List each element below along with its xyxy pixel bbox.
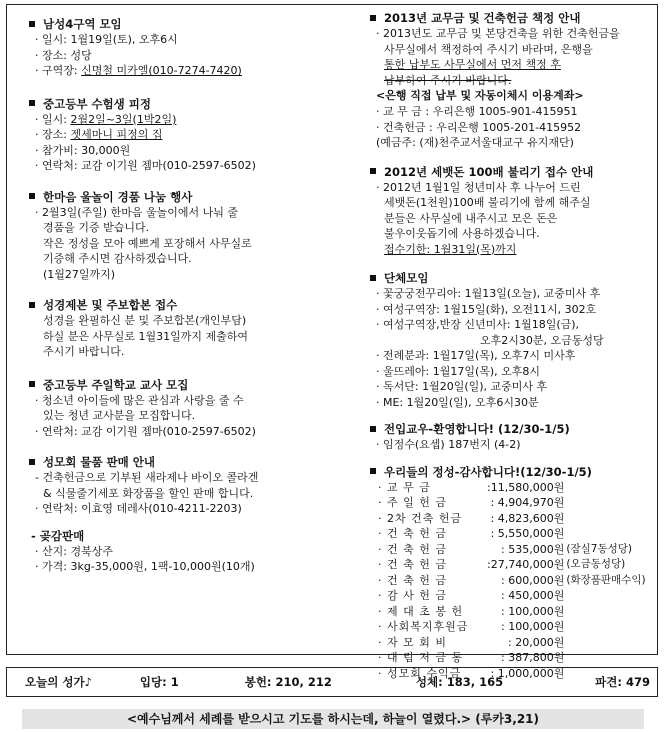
offering-row — [378, 542, 646, 558]
offering-note: (오금동성당) — [566, 558, 626, 570]
group-line: · 울뜨레아: 1월17일(목), 오후8시 — [376, 364, 541, 378]
group-line: · ME: 1월20일(일), 오후6시30분 — [376, 395, 539, 409]
offering-label: · 감 사 헌 금 — [378, 589, 447, 602]
offering-row — [378, 635, 646, 651]
persimmon-line: · 가격: 3kg-35,000원, 1팩-10,000원(10개) — [35, 560, 255, 573]
newyear-line: · 2012년 1월1일 청년미사 후 나누어 드린 — [376, 180, 581, 194]
offering-amount: : 450,000원 — [501, 589, 565, 602]
square-bullet-icon — [29, 100, 35, 106]
offering-label: · 교 무 금 — [378, 480, 431, 494]
group-line: · 꽃궁궁전꾸리아: 1월13일(오늘), 교중미사 후 — [376, 287, 601, 300]
bulletin-frame — [6, 4, 658, 680]
square-bullet-icon — [370, 168, 376, 174]
bible-line: 성경을 완필하신 분 및 주보합본(개인부담) — [43, 314, 247, 327]
section-title: 남성4구역 모임 — [43, 17, 122, 31]
sharing-line: · 2월3일(주일) 한마음 울놀이에서 나눠 줄 — [35, 205, 238, 219]
section-persimmon-sale — [29, 529, 347, 575]
section-title: 전입교우-환영합니다! (12/30-1/5) — [384, 422, 570, 436]
offerings-table — [378, 480, 646, 682]
offering-row — [378, 588, 646, 604]
section-title: 한마음 울놀이 경품 나눔 행사 — [43, 189, 193, 204]
offering-label: · 건 축 헌 금 — [378, 558, 447, 571]
persimmon-line: · 산지: 경북상주 — [35, 544, 113, 558]
offering-row — [378, 557, 646, 573]
square-bullet-icon — [29, 302, 35, 308]
group-line: · 전례분과: 1월17일(목), 오후7시 미사후 — [376, 349, 576, 362]
offering-note — [564, 635, 645, 651]
square-bullet-icon — [370, 426, 376, 432]
sharing-line: 기증해 주시면 감사하겠습니다. — [43, 252, 192, 265]
square-bullet-icon — [370, 275, 376, 281]
square-bullet-icon — [29, 459, 35, 465]
sale-line: · 연락처: 이효영 데레사(010-4211-2203) — [35, 502, 242, 515]
offering-row — [378, 511, 646, 527]
group-line: · 여성구역장: 1월15일(화), 오전11시, 302호 — [376, 302, 597, 316]
hymn-label: 오늘의 성가♪ — [25, 675, 92, 689]
offering-amount: :11,580,000원 — [487, 480, 565, 494]
section-goods-sale — [29, 455, 347, 517]
offering-row — [378, 495, 646, 511]
section-teacher-recruit — [29, 378, 347, 440]
section-student-retreat — [29, 97, 347, 174]
newyear-line: 불우이웃돕기에 사용하겠습니다. — [384, 227, 540, 240]
offering-label: · 제 대 초 봉 헌 — [378, 604, 464, 618]
offering-amount: : 1,000,000원 — [490, 666, 565, 680]
section-bible-binding — [29, 298, 347, 360]
offering-note — [564, 511, 645, 527]
offering-amount: : 4,823,600원 — [490, 511, 565, 525]
meeting-contact-label: · 구역장: — [35, 64, 82, 77]
section-title: - 곶감판매 — [31, 528, 85, 543]
newyear-line: 세뱃돈(1천원)100배 불리기에 함께 해주실 — [384, 196, 591, 209]
right-column — [370, 11, 666, 695]
hymn-communion: 성체: 183, 165 — [415, 675, 504, 689]
offering-amount: : 387,800원 — [501, 651, 565, 664]
sharing-line: 경품을 기증 받습니다. — [43, 221, 150, 234]
offering-amount: : 100,000원 — [501, 620, 565, 633]
newyear-deadline: 접수기한: 1월31일(목)까지 — [384, 242, 517, 256]
offering-amount: : 600,000원 — [501, 573, 565, 587]
offering-label: · 건 축 헌 금 — [378, 542, 447, 556]
offering-label: · 2차 건축 헌금 — [378, 511, 463, 525]
offering-label: · 건 축 헌 금 — [378, 573, 447, 587]
offering-label: · 성모회 수익금 — [378, 666, 462, 680]
left-column — [29, 17, 347, 589]
fund-line: 사무실에서 책정하여 주시기 바라며, 은행을 — [384, 42, 593, 56]
retreat-date-label: · 일시: — [35, 112, 71, 126]
offering-row — [378, 573, 646, 589]
retreat-place: 젯세마니 피정의 집 — [70, 128, 163, 141]
section-new-parishioners — [370, 422, 666, 453]
retreat-place-label: · 장소: — [35, 128, 71, 141]
square-bullet-icon — [29, 21, 35, 27]
teacher-line: 있는 청년 교사분을 모집합니다. — [43, 409, 196, 422]
offering-row — [378, 480, 646, 496]
section-title: 중고등부 수험생 피정 — [43, 96, 151, 111]
square-bullet-icon — [370, 468, 376, 474]
group-line: · 여성구역장,반장 신년미사: 1월18일(금), — [376, 318, 580, 331]
offering-note — [564, 650, 645, 666]
fund-line: 통한 납부도 사무실에서 먼저 책정 후 — [384, 58, 561, 71]
welcome-line: · 임정수(요셉) 187번지 (4-2) — [376, 438, 521, 451]
fund-line: · 2013년도 교무금 및 본당건축을 위한 건축헌금을 — [376, 27, 620, 40]
offering-note — [564, 588, 645, 604]
offering-row — [378, 526, 646, 542]
offering-label: · 주 일 헌 금 — [378, 496, 447, 509]
offering-amount: :27,740,000원 — [487, 558, 565, 571]
offering-note — [564, 495, 645, 511]
meeting-date: · 일시: 1월19일(토), 오후6시 — [35, 33, 178, 46]
offering-row — [378, 650, 646, 666]
section-title: 성모회 물품 판매 안내 — [43, 455, 155, 469]
bible-line: 하실 분은 사무실로 1월31일까지 제출하여 — [43, 329, 248, 343]
teacher-line: · 연락처: 교감 이기원 젬마(010-2597-6502) — [35, 424, 256, 438]
group-line: · 독서단: 1월20일(일), 교중미사 후 — [376, 380, 548, 393]
meeting-place: · 장소: 성당 — [35, 48, 92, 62]
teacher-line: · 청소년 아이들에 많은 관심과 사랑을 줄 수 — [35, 393, 244, 407]
gospel-verse: <예수님께서 세례를 받으시고 기도를 하시는데, 하늘이 열렸다.> (루카3,21) — [22, 709, 644, 729]
section-offerings — [370, 465, 666, 682]
retreat-contact: · 연락처: 교감 이기원 젬마(010-2597-6502) — [35, 159, 256, 172]
sale-line: - 건축헌금으로 기부된 새라제나 바이오 콜라겐 — [35, 471, 259, 484]
retreat-fee: · 참가비: 30,000원 — [35, 143, 131, 157]
offering-amount: : 5,550,000원 — [490, 527, 565, 540]
hymn-offertory: 봉헌: 210, 212 — [244, 675, 332, 689]
hymn-status-bar — [6, 667, 658, 697]
offering-note — [564, 480, 645, 496]
hymn-entrance: 입당: 1 — [139, 675, 179, 689]
section-title: 중고등부 주일학교 교사 모집 — [43, 377, 189, 392]
bank-accounts-title: <은행 직접 납부 및 자동이체시 이용계좌> — [376, 89, 584, 102]
bible-line: 주시기 바랍니다. — [43, 345, 125, 358]
fund-line: 납부하여 주시기 바랍니다. — [384, 73, 512, 87]
offering-note — [564, 619, 645, 635]
offering-label: · 건 축 헌 금 — [378, 527, 447, 540]
offering-row — [378, 619, 646, 635]
newyear-line: 분들은 사무실에 내주시고 모은 돈은 — [384, 211, 558, 225]
hymn-dismissal: 파견: 479 — [595, 675, 650, 689]
section-title: 2012년 세뱃돈 100배 불리기 접수 안내 — [384, 164, 594, 179]
offering-row — [378, 604, 646, 620]
offering-note — [564, 526, 645, 542]
account-line: (예금주: (재)천주교서울대교구 유지재단) — [376, 136, 574, 149]
meeting-contact: 신명철 미카엘(010-7274-7420) — [81, 64, 242, 77]
section-fund-guide — [370, 11, 666, 151]
square-bullet-icon — [29, 193, 35, 199]
group-line: 오후2시30분, 오금동성당 — [480, 333, 604, 347]
section-prize-sharing — [29, 190, 347, 283]
section-title: 단체모임 — [384, 271, 429, 285]
offering-note: (화장품판매수익) — [566, 573, 646, 586]
offering-note: (잠실7동성당) — [566, 542, 632, 555]
section-district-meeting — [29, 17, 347, 79]
sharing-line: (1월27일까지) — [43, 267, 116, 281]
offering-label: · 대 림 저 금 통 — [378, 651, 464, 664]
offering-label: · 자 모 회 비 — [378, 635, 447, 649]
account-line: · 교 무 금 : 우리은행 1005-901-415951 — [376, 105, 578, 118]
square-bullet-icon — [370, 15, 376, 21]
section-title: 우리들의 정성-감사합니다!(12/30-1/5) — [384, 464, 592, 479]
offering-note — [564, 604, 645, 620]
sharing-line: 작은 정성을 모아 예쁘게 포장해서 사무실로 — [43, 236, 252, 250]
offering-amount: : 100,000원 — [501, 604, 565, 618]
offering-amount: : 20,000원 — [508, 635, 565, 649]
offering-label: · 사회복지후원금 — [378, 620, 469, 633]
section-newyear-money — [370, 165, 666, 258]
account-line: · 건축헌금 : 우리은행 1005-201-415952 — [376, 120, 582, 134]
offering-amount: : 4,904,970원 — [490, 496, 565, 509]
section-group-meetings — [370, 271, 666, 410]
offering-amount: : 535,000원 — [501, 542, 565, 556]
section-title: 2013년 교무금 및 건축헌금 책정 안내 — [384, 11, 581, 25]
section-title: 성경제본 및 주보합본 접수 — [43, 298, 178, 312]
square-bullet-icon — [29, 381, 35, 387]
sale-line: & 식물줄기세포 화장품을 할인 판매 합니다. — [43, 486, 254, 500]
retreat-date: 2월2일~3일(1박2일) — [70, 112, 177, 126]
